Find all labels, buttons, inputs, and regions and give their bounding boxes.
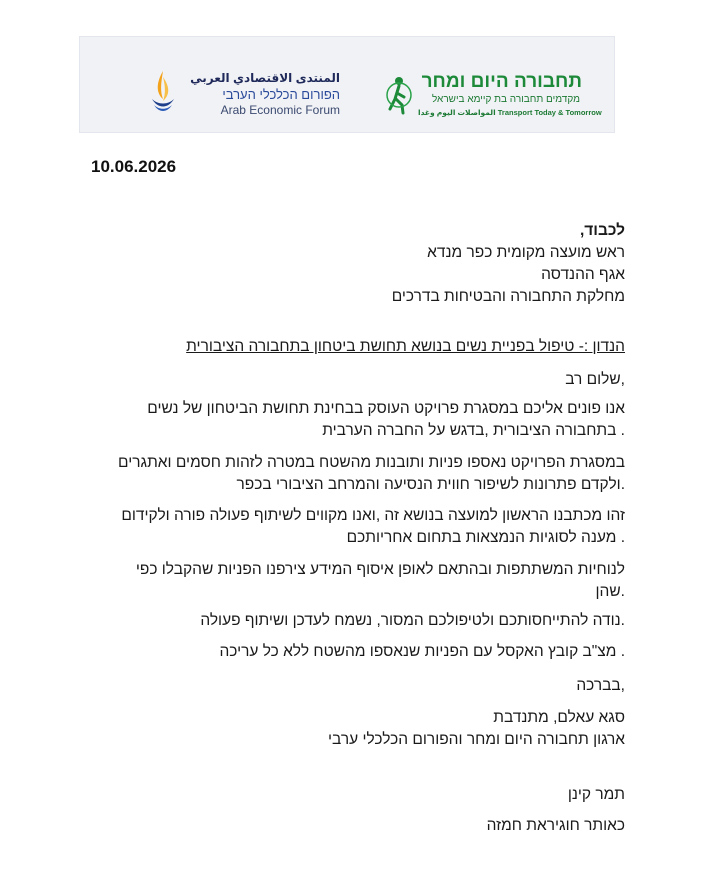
transport-name-hebrew: תחבורה היום ומחר bbox=[421, 71, 582, 92]
paragraph-line: . מענה לסוגיות הנמצאות בתחום אחריותכם bbox=[346, 529, 625, 546]
signature-block bbox=[65, 815, 625, 837]
paragraph bbox=[65, 559, 625, 603]
greeting-text: ,שלום רב bbox=[565, 371, 625, 388]
paragraph bbox=[65, 641, 625, 663]
paragraph-line: .שהן bbox=[595, 583, 625, 600]
paragraph-line: במסגרת הפרויקט נאספו פניות ותובנות מהשטח במטרה לזהות חסמים ואתגרים bbox=[118, 454, 625, 471]
paragraph-line: לנוחיות המשתתפות ובהתאם לאופן איסוף המידע צירפנו הפניות שהקבלו כפי bbox=[135, 561, 625, 578]
paragraph-line: . מצ"ב קובץ האקסל עם הפניות שנאספו מהשטח ללא כל עריכה bbox=[219, 643, 625, 660]
recipient-line: אגף ההנדסה bbox=[541, 266, 625, 283]
aef-name-hebrew: הפורום הכלכלי הערבי bbox=[222, 87, 340, 102]
paragraph-line: אנו פונים אליכם במסגרת פרויקט העוסק בבחינת תחושת הביטחון של נשים bbox=[147, 400, 625, 417]
transport-name-english: Transport Today & Tomorrow bbox=[497, 108, 602, 117]
aef-name-english: Arab Economic Forum bbox=[220, 103, 340, 117]
aef-emblem-icon bbox=[150, 69, 176, 117]
letterhead-banner bbox=[79, 36, 615, 133]
transport-name-arabic: المواصلات اليوم وغدا bbox=[418, 108, 496, 117]
paragraph bbox=[65, 452, 625, 496]
greeting bbox=[65, 369, 625, 391]
recipient-line: ראש מועצה מקומית כפר מנדא bbox=[427, 244, 625, 261]
signer-name: תמר קינן bbox=[567, 786, 625, 803]
paragraph-line: .ולקדם פתרונות לשיפור חווית הנסיעה והמרחב הציבורי בכפר bbox=[236, 476, 625, 493]
paragraph bbox=[65, 610, 625, 632]
recipient-line: מחלקת התחבורה והבטיחות בדרכים bbox=[391, 288, 625, 305]
transport-name-bilingual bbox=[418, 108, 602, 117]
signer-name: כאותר חוגיראת חמזה bbox=[486, 817, 625, 834]
closing bbox=[65, 675, 625, 697]
letter-date: 10.06.2026 bbox=[91, 157, 177, 176]
walking-person-icon bbox=[386, 75, 412, 115]
signer-organization: ארגון תחבורה היום ומחר והפורום הכלכלי ערבי bbox=[328, 731, 625, 748]
transport-tagline-hebrew: מקדמים תחבורה בת קיימא בישראל bbox=[431, 94, 580, 105]
closing-text: ,בברכה bbox=[576, 677, 625, 694]
transport-today-tomorrow-logo bbox=[386, 71, 602, 123]
recipient-block bbox=[65, 220, 625, 308]
subject-text: הנדון :- טיפול בפניית נשים בנושא תחושת ביטחון בתחבורה הציבורית bbox=[186, 338, 625, 355]
salutation: לכבוד, bbox=[579, 222, 625, 239]
aef-name-arabic: المنتدى الاقتصادي العربي bbox=[190, 71, 340, 85]
paragraph bbox=[65, 398, 625, 442]
paragraph-line: זהו מכתבנו הראשון למועצה בנושא זה ,ואנו מקווים לשיתוף פעולה פורה ולקידום bbox=[121, 507, 625, 524]
subject-line bbox=[65, 336, 625, 358]
signature-block bbox=[65, 707, 625, 751]
signer-name: סגא עאלם, מתנדבת bbox=[493, 709, 625, 726]
signature-block bbox=[65, 784, 625, 806]
paragraph-line: . בתחבורה הציבורית ,בדגש על החברה הערבית bbox=[322, 422, 625, 439]
paragraph-line: .נודה להתייחסותכם ולטיפולכם המסור, נשמח לעדכן ושיתוף פעולה bbox=[200, 612, 625, 629]
paragraph bbox=[65, 505, 625, 549]
arab-economic-forum-logo bbox=[150, 69, 400, 119]
